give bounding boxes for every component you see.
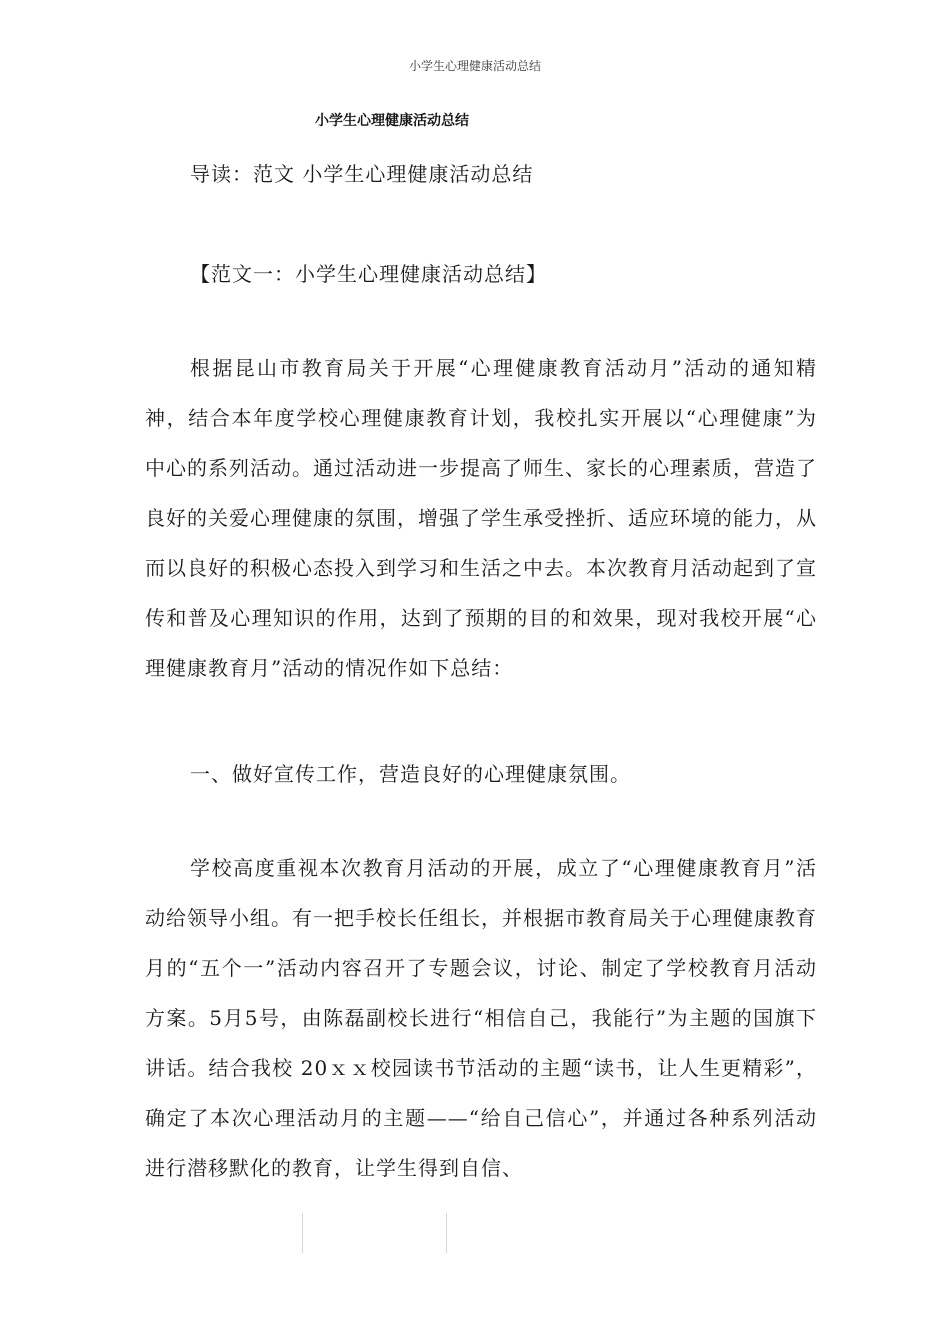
footer-divider xyxy=(446,1213,447,1253)
body-paragraph: 学校高度重视本次教育月活动的开展，成立了“心理健康教育月”活动给领导小组。有一把手校长任组长，并根据市教育局关于心理健康教育月的“五个一”活动内容召开了专题会议，讨论、制定了学校教育月活动方案。5月5号，由陈磊副校长进行“相信自己，我能行”为主题的国旗下讲话。结合我校 20ｘｘ校园读书节活动的主题“读书，让人生更精彩”，确定了本次心理活动月的主题——“给自己信心”，并通过各种系列活动进行潜移默化的教育，让学生得到自信、 xyxy=(145,856,817,1180)
body-paragraph: 根据昆山市教育局关于开展“心理健康教育活动月”活动的通知精神，结合本年度学校心理健康教育计划，我校扎实开展以“心理健康”为中心的系列活动。通过活动进一步提高了师生、家长的心理素质，营造了良好的关爱心理健康的氛围，增强了学生承受挫折、适应环境的能力，从而以良好的积极心态投入到学习和生活之中去。本次教育月活动起到了宣传和普及心理知识的作用，达到了预期的目的和效果，现对我校开展“心理健康教育月”活动的情况作如下总结： xyxy=(145,356,817,680)
section-heading: 【范文一：小学生心理健康活动总结】 xyxy=(190,262,547,286)
subheading: 一、做好宣传工作，营造良好的心理健康氛围。 xyxy=(190,762,631,786)
document-title: 小学生心理健康活动总结 xyxy=(315,113,469,129)
footer-divider xyxy=(302,1213,303,1253)
intro-line: 导读：范文 小学生心理健康活动总结 xyxy=(190,162,534,186)
running-header: 小学生心理健康活动总结 xyxy=(408,59,541,73)
